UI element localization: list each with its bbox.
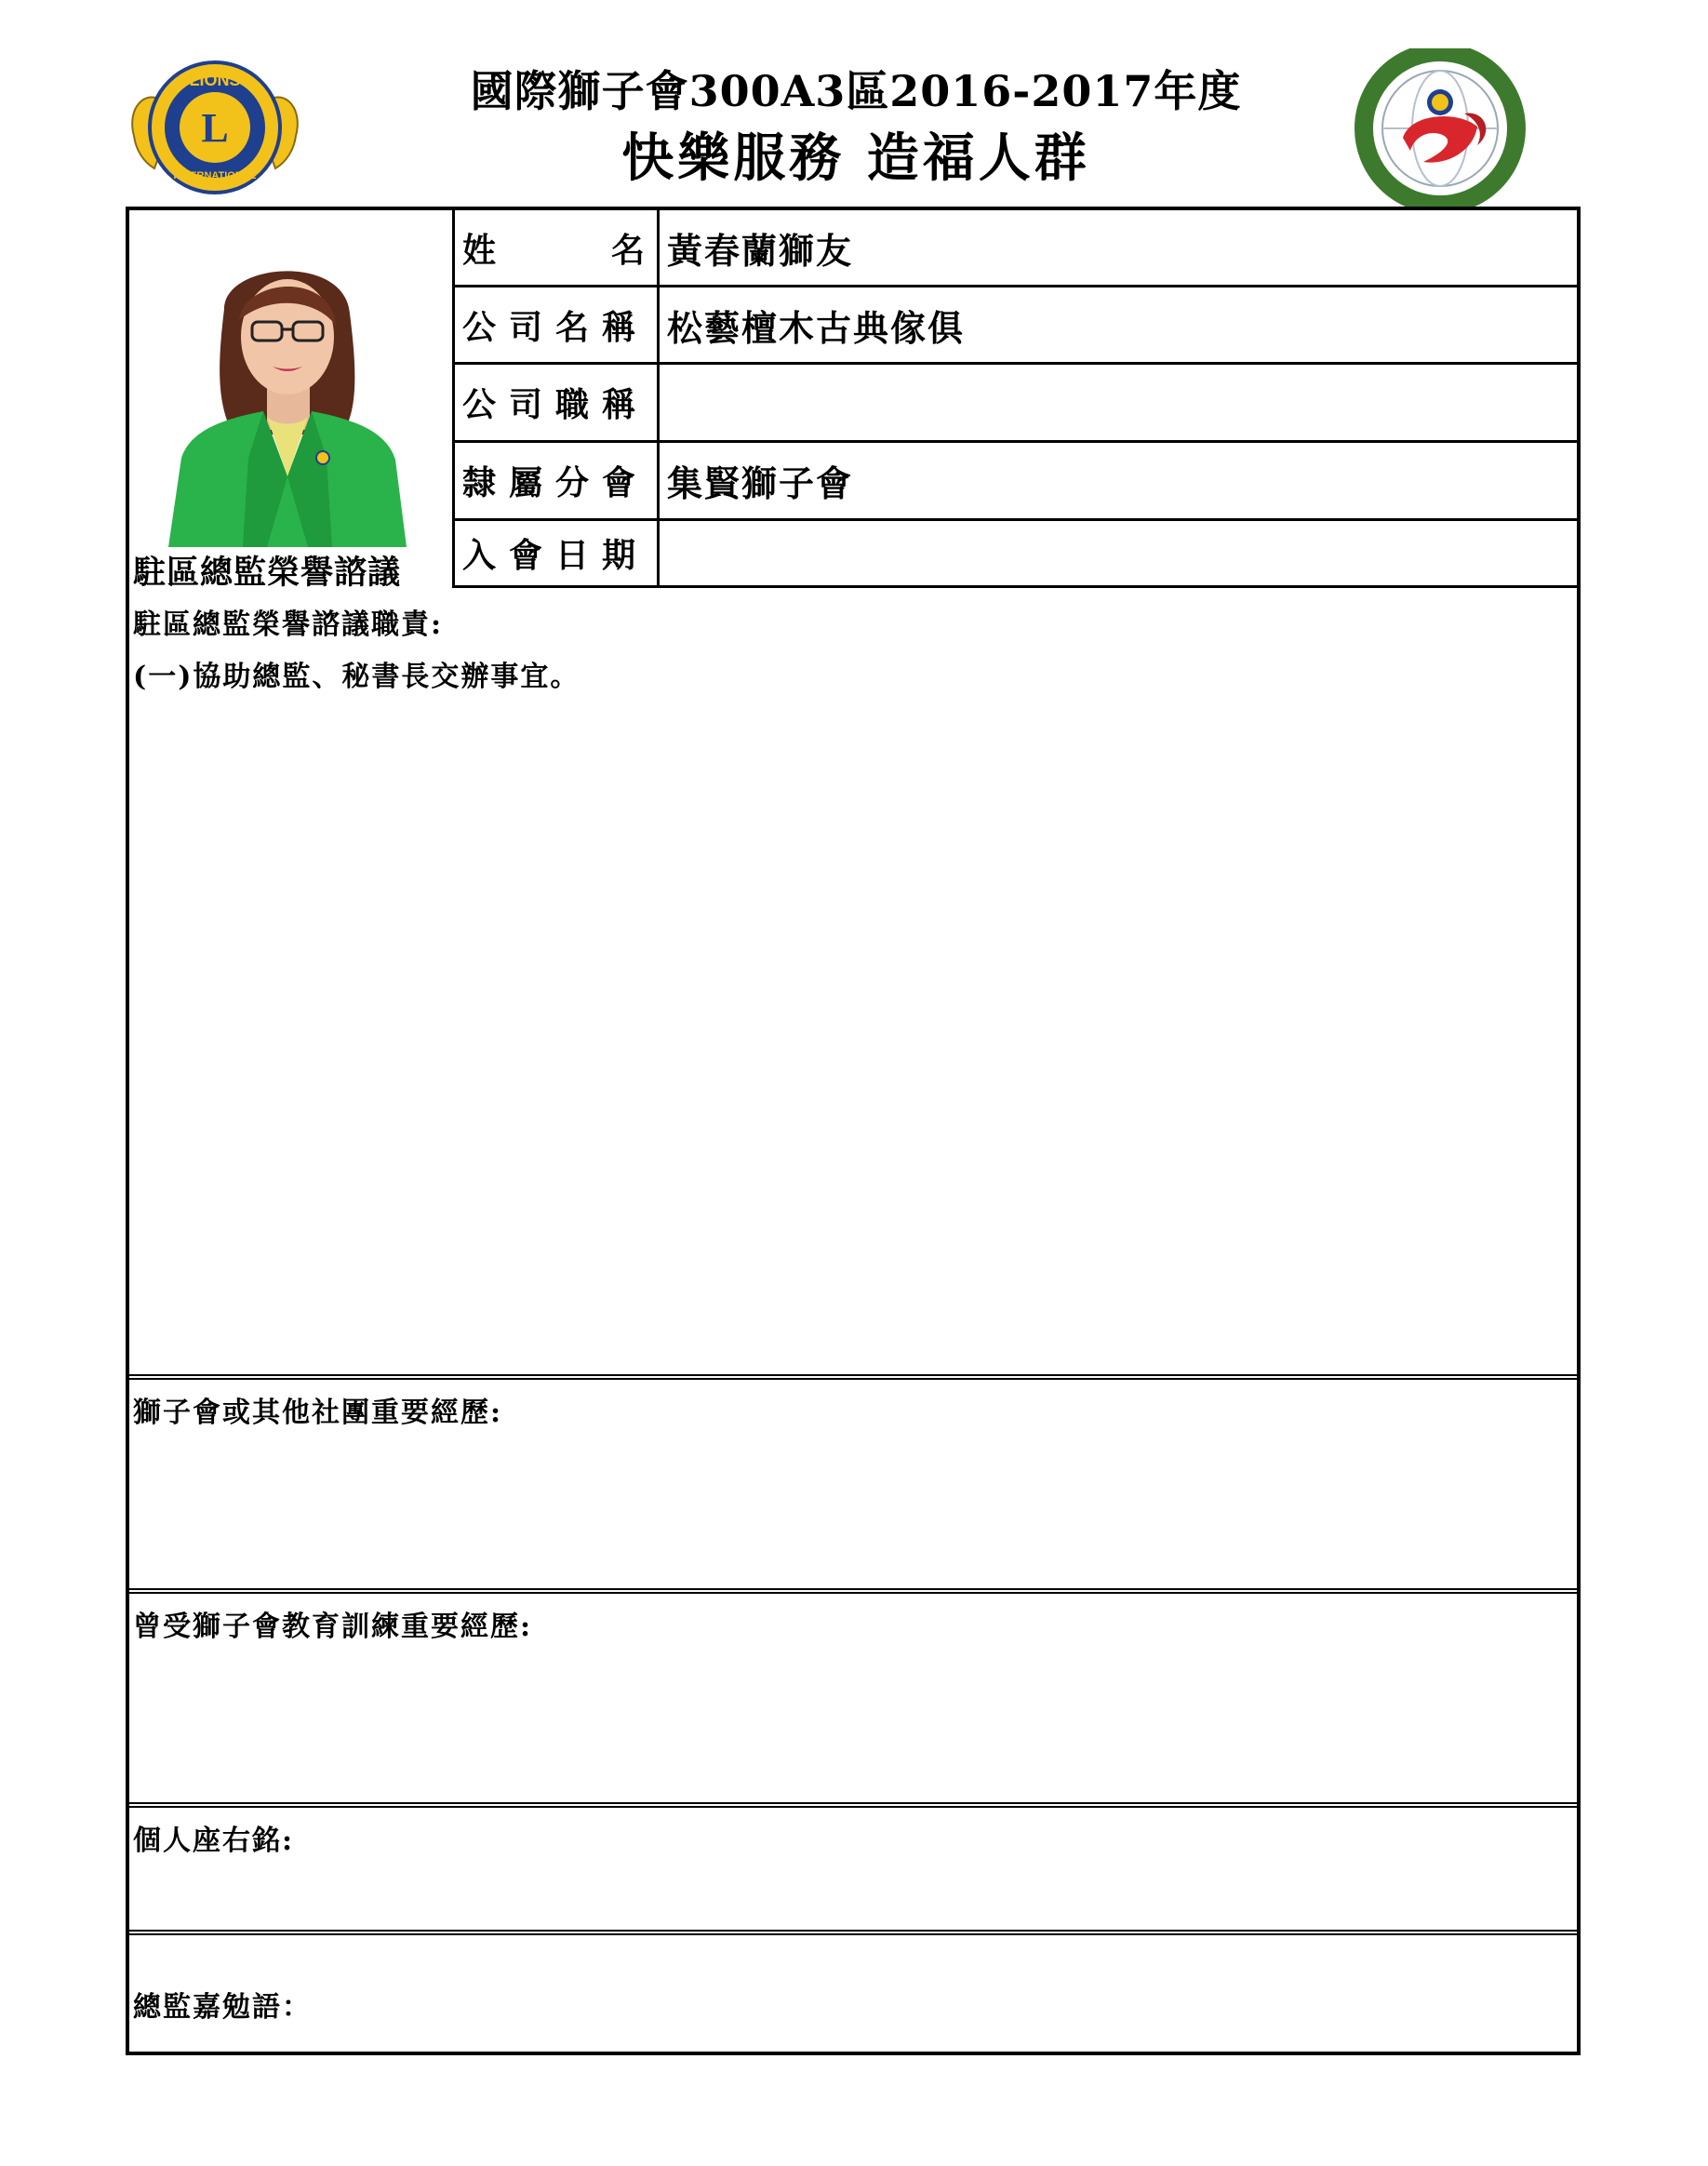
experience-section <box>129 1374 1577 1588</box>
field-label-join-date: 入會日期 <box>455 521 660 585</box>
field-value-join-date <box>667 521 1577 585</box>
field-value-name: 黃春蘭獅友 <box>667 229 854 272</box>
field-label-job-title: 公司職稱 <box>455 365 660 440</box>
svg-text:L: L <box>201 105 229 151</box>
field-value-company: 松藝檀木古典傢俱 <box>667 306 966 349</box>
governor-words-section <box>129 1930 1577 2052</box>
field-label-name-char-2: 名 <box>610 230 645 270</box>
field-row-name <box>455 210 1577 287</box>
field-label-name <box>455 210 660 285</box>
duties-title: 駐區總監榮譽諮議職責: <box>133 608 444 641</box>
field-value-club: 集賢獅子會 <box>667 462 854 504</box>
motto-section <box>129 1802 1577 1930</box>
svg-text:INTERNATIONAL: INTERNATIONAL <box>173 170 257 181</box>
motto-title: 個人座右銘: <box>133 1825 295 1857</box>
field-label-name-char-1: 姓 <box>462 230 497 270</box>
governor-words-title: 總監嘉勉語： <box>133 1991 312 2024</box>
role-caption: 駐區總監榮譽諮議 <box>133 554 402 592</box>
field-label-club: 隸屬分會 <box>455 443 660 518</box>
field-row-club <box>455 443 1577 521</box>
photo-cell <box>129 210 455 592</box>
lions-international-emblem-icon <box>127 52 303 203</box>
member-portrait-photo <box>159 244 412 547</box>
duty-item: (一)協助總監、秘書長交辦事宜。 <box>133 661 580 693</box>
slogan-title: 快樂服務 造福人群 <box>621 127 1090 189</box>
district-year-title: 國際獅子會300A3區2016-2017年度 <box>470 66 1242 116</box>
duties-section <box>129 588 1577 1374</box>
field-row-job-title <box>455 365 1577 443</box>
svg-text:LIONS: LIONS <box>189 71 241 89</box>
training-title: 曾受獅子會教育訓練重要經歷: <box>133 1611 533 1643</box>
field-row-join-date <box>455 521 1577 588</box>
field-label-company: 公司名稱 <box>455 287 660 362</box>
experience-title: 獅子會或其他社團重要經歷: <box>133 1397 503 1429</box>
training-section <box>129 1588 1577 1802</box>
lions-international-logo <box>127 52 303 203</box>
field-value-job-title <box>667 365 1577 440</box>
portrait-icon <box>159 244 412 547</box>
field-row-company <box>455 287 1577 365</box>
district-300a3-emblem-icon <box>1354 48 1526 208</box>
member-profile-form <box>126 207 1581 2055</box>
district-emblem-logo <box>1354 48 1526 208</box>
